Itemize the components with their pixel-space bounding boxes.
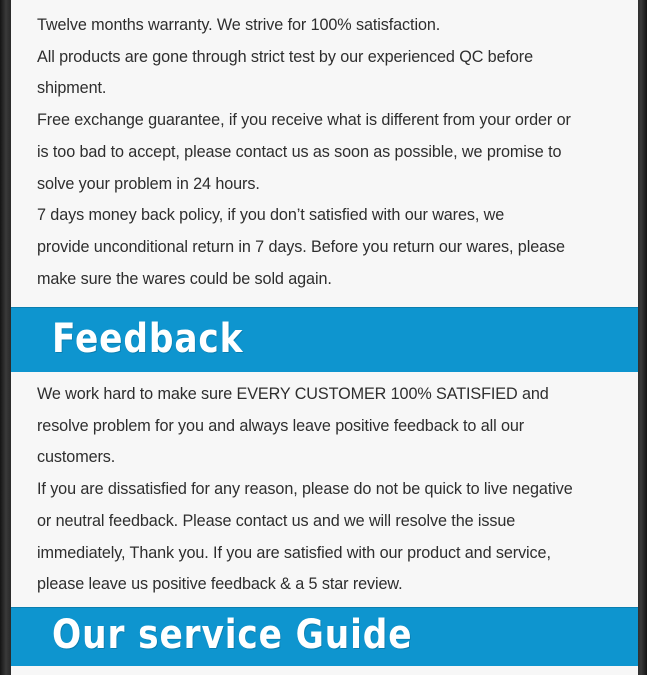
warranty-line: Twelve months warranty. We strive for 100% satisfaction. [37, 16, 441, 34]
feedback-section [11, 372, 638, 607]
warranty-line: is too bad to accept, please contact us as soon as possible, we promise to [37, 142, 562, 161]
feedback-line: please leave us positive feedback & a 5 star review. [37, 575, 403, 594]
feedback-line: or neutral feedback. Please contact us and we will resolve the issue [37, 511, 516, 530]
warranty-text [37, 10, 627, 295]
warranty-line: solve your problem in 24 hours. [37, 174, 260, 193]
warranty-line: provide unconditional return in 7 days. Before you return our wares, please [37, 237, 565, 256]
feedback-line: customers. [37, 448, 116, 467]
service-guide-section [11, 666, 638, 675]
warranty-line: 7 days money back policy, if you don’t satisfied with our wares, we [37, 206, 505, 225]
warranty-line: Free exchange guarantee, if you receive what is different from your order or [37, 111, 571, 130]
feedback-line: We work hard to make sure EVERY CUSTOMER 100% SATISFIED and [37, 385, 549, 403]
warranty-section [11, 0, 638, 307]
warranty-line: make sure the wares could be sold again. [37, 269, 332, 288]
feedback-line: If you are dissatisfied for any reason, please do not be quick to live negative [37, 480, 573, 499]
feedback-banner [11, 307, 638, 372]
feedback-text [37, 379, 627, 601]
feedback-line: immediately, Thank you. If you are satisfied with our product and service, [37, 543, 551, 562]
warranty-line: All products are gone through strict test by our experienced QC before [37, 47, 533, 66]
warranty-line: shipment. [37, 79, 107, 98]
service-guide-banner [11, 607, 638, 666]
feedback-line: resolve problem for you and always leave positive feedback to all our [37, 416, 525, 435]
service-guide-heading: Our service Guide [52, 612, 413, 658]
feedback-heading: Feedback [52, 316, 244, 362]
